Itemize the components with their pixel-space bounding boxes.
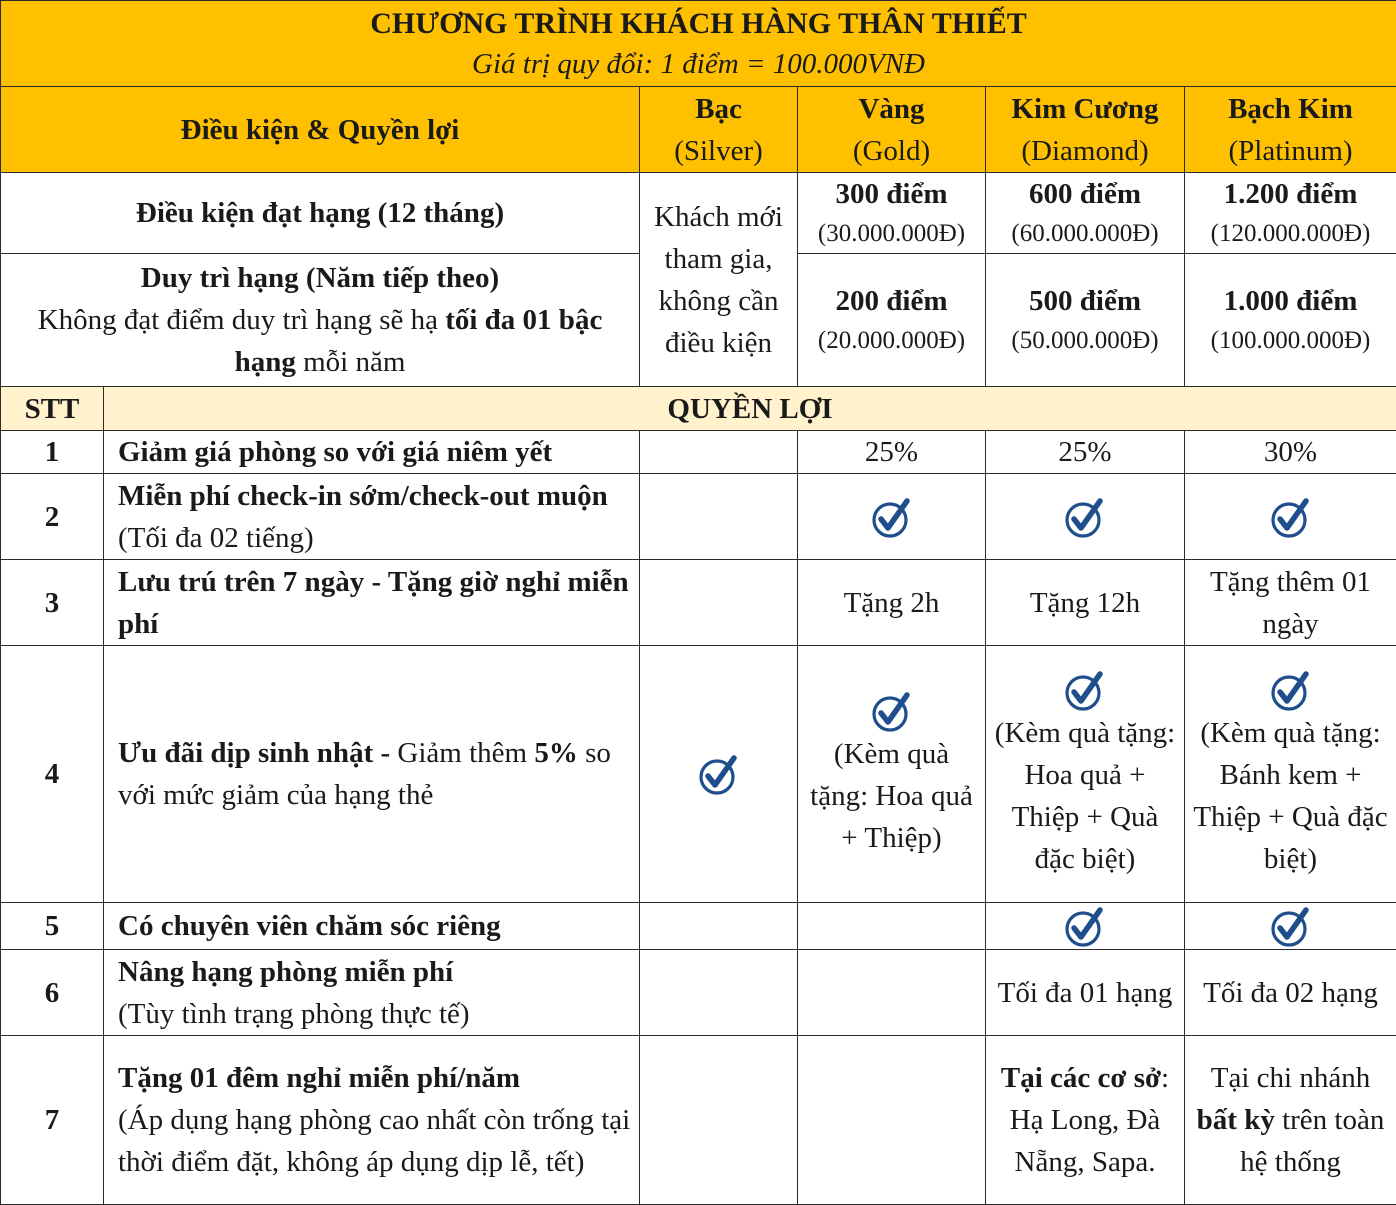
program-title: CHƯƠNG TRÌNH KHÁCH HÀNG THÂN THIẾT	[7, 4, 1390, 44]
tier-name: Bạc	[646, 88, 791, 130]
tier-en: (Diamond)	[992, 130, 1178, 172]
stt-header: STT	[1, 387, 104, 431]
qualify-platinum	[1185, 173, 1396, 254]
row-number: 4	[1, 646, 104, 903]
gold-cell	[798, 950, 986, 1036]
benefit-title: Nâng hạng phòng miễn phí	[118, 951, 633, 993]
check-circle-icon	[1270, 670, 1312, 712]
benefit-row-2	[1, 474, 1396, 560]
maintain-gold	[798, 254, 986, 387]
platinum-cell	[1185, 474, 1396, 560]
vnd-value: (120.000.000Đ)	[1191, 215, 1390, 253]
check-circle-icon	[1064, 670, 1106, 712]
points: 1.200 điểm	[1191, 173, 1390, 215]
points: 1.000 điểm	[1191, 280, 1390, 322]
points: 500 điểm	[992, 280, 1178, 322]
desc-text: Không đạt điểm duy trì hạng sẽ hạ	[38, 304, 446, 336]
maintain-label-cell	[1, 254, 640, 387]
silver-cell	[640, 474, 798, 560]
row-number: 5	[1, 903, 104, 950]
check-circle-icon	[871, 691, 913, 733]
diamond-cell	[986, 903, 1185, 950]
row-number: 6	[1, 950, 104, 1036]
maintain-desc	[7, 299, 633, 383]
benefit-title: Miễn phí check-in sớm/check-out muộn	[118, 480, 608, 512]
tier-name: Bạch Kim	[1191, 88, 1390, 130]
desc-text: mỗi năm	[296, 346, 406, 378]
points: 200 điểm	[804, 280, 979, 322]
tier-name: Kim Cương	[992, 88, 1178, 130]
benefit-title: Có chuyên viên chăm sóc riêng	[104, 903, 640, 950]
platinum-cell: Tặng thêm 01 ngày	[1185, 560, 1396, 646]
row-number: 1	[1, 431, 104, 474]
benefit-note: (Áp dụng hạng phòng cao nhất còn trống tại thời điểm đặt, không áp dụng dịp lễ, tết)	[118, 1099, 633, 1183]
vnd-value: (30.000.000Đ)	[804, 215, 979, 253]
tier-name: Vàng	[804, 88, 979, 130]
tier-en: (Platinum)	[1191, 130, 1390, 172]
vnd-value: (20.000.000Đ)	[804, 322, 979, 360]
check-circle-icon	[698, 754, 740, 796]
gift-note: (Kèm quà tặng: Bánh kem + Thiệp + Quà đặc biệt)	[1191, 712, 1390, 880]
gift-note: (Kèm quà tặng: Hoa quả + Thiệp)	[804, 733, 979, 859]
silver-cell	[640, 560, 798, 646]
gold-cell: 25%	[798, 431, 986, 474]
benefit-title: Lưu trú trên 7 ngày - Tặng giờ nghỉ miễn phí	[104, 560, 640, 646]
title-row	[1, 1, 1396, 87]
tier-header-silver	[640, 87, 798, 173]
benefit-row-3	[1, 560, 1396, 646]
benefit-row-4	[1, 646, 1396, 903]
vnd-value: (60.000.000Đ)	[992, 215, 1178, 253]
tier-header-row	[1, 87, 1396, 173]
gold-cell	[798, 474, 986, 560]
check-circle-icon	[1064, 497, 1106, 539]
check-circle-icon	[1064, 906, 1106, 948]
gold-cell	[798, 1036, 986, 1205]
benefit-title-cell	[104, 474, 640, 560]
benefit-row-1	[1, 431, 1396, 474]
platinum-cell: Tối đa 02 hạng	[1185, 950, 1396, 1036]
diamond-cell: Tối đa 01 hạng	[986, 950, 1185, 1036]
benefit-title-cell	[104, 1036, 640, 1205]
silver-condition: Khách mới tham gia, không cần điều kiện	[640, 173, 798, 387]
gold-cell: Tặng 2h	[798, 560, 986, 646]
benefit-note: (Tối đa 02 tiếng)	[118, 522, 314, 554]
diamond-cell: Tặng 12h	[986, 560, 1185, 646]
diamond-cell	[986, 1036, 1185, 1205]
benefit-row-5	[1, 903, 1396, 950]
benefit-title-cell	[104, 646, 640, 903]
benefits-header: QUYỀN LỢI	[104, 387, 1396, 431]
silver-cell	[640, 646, 798, 903]
check-circle-icon	[871, 497, 913, 539]
conditions-header: Điều kiện & Quyền lợi	[1, 87, 640, 173]
vnd-value: (100.000.000Đ)	[1191, 322, 1390, 360]
tier-en: (Gold)	[804, 130, 979, 172]
diamond-cell	[986, 474, 1185, 560]
tier-en: (Silver)	[646, 130, 791, 172]
check-circle-icon	[1270, 906, 1312, 948]
silver-cell	[640, 950, 798, 1036]
points: 300 điểm	[804, 173, 979, 215]
benefit-title: Giảm giá phòng so với giá niêm yết	[104, 431, 640, 474]
silver-cell	[640, 903, 798, 950]
silver-cell	[640, 1036, 798, 1205]
diamond-cell	[986, 646, 1185, 903]
row-number: 3	[1, 560, 104, 646]
diamond-cell: 25%	[986, 431, 1185, 474]
gold-cell	[798, 903, 986, 950]
gift-note: (Kèm quà tặng: Hoa quả + Thiệp + Quà đặc biệt)	[992, 712, 1178, 880]
benefit-title: Ưu đãi dịp sinh nhật -	[118, 737, 397, 769]
vnd-value: (50.000.000Đ)	[992, 322, 1178, 360]
qualify-row	[1, 173, 1396, 254]
check-circle-icon	[1270, 497, 1312, 539]
points: 600 điểm	[992, 173, 1178, 215]
qualify-gold	[798, 173, 986, 254]
benefits-header-row	[1, 387, 1396, 431]
row-number: 2	[1, 474, 104, 560]
location-bold: Tại các cơ sở	[1001, 1062, 1161, 1094]
maintain-platinum	[1185, 254, 1396, 387]
maintain-label: Duy trì hạng (Năm tiếp theo)	[7, 257, 633, 299]
benefit-note: (Tùy tình trạng phòng thực tế)	[118, 993, 633, 1035]
benefit-desc: so với mức giảm của hạng thẻ	[118, 737, 611, 811]
benefit-row-7	[1, 1036, 1396, 1205]
title-cell	[1, 1, 1396, 87]
maintain-diamond	[986, 254, 1185, 387]
tier-header-diamond	[986, 87, 1185, 173]
silver-cell	[640, 431, 798, 474]
gold-cell	[798, 646, 986, 903]
qualify-diamond	[986, 173, 1185, 254]
qualify-label: Điều kiện đạt hạng (12 tháng)	[1, 173, 640, 254]
platinum-cell	[1185, 903, 1396, 950]
benefit-title: Tặng 01 đêm nghỉ miễn phí/năm	[118, 1057, 633, 1099]
tier-header-gold	[798, 87, 986, 173]
location-text: trên toàn hệ thống	[1240, 1104, 1384, 1178]
platinum-cell	[1185, 1036, 1396, 1205]
location-text: Tại chi nhánh	[1211, 1062, 1370, 1094]
desc-bold: tối đa 01 bậc hạng	[235, 304, 603, 378]
tier-header-platinum	[1185, 87, 1396, 173]
benefit-row-6	[1, 950, 1396, 1036]
row-number: 7	[1, 1036, 104, 1205]
conversion-rate: Giá trị quy đổi: 1 điểm = 100.000VNĐ	[7, 44, 1390, 84]
benefit-desc-bold: 5%	[534, 737, 578, 769]
location-bold: bất kỳ	[1197, 1104, 1275, 1136]
location-list: : Hạ Long, Đà Nẵng, Sapa.	[1010, 1062, 1169, 1178]
benefit-desc: Giảm thêm	[397, 737, 534, 769]
platinum-cell: 30%	[1185, 431, 1396, 474]
benefit-title-cell	[104, 950, 640, 1036]
platinum-cell	[1185, 646, 1396, 903]
